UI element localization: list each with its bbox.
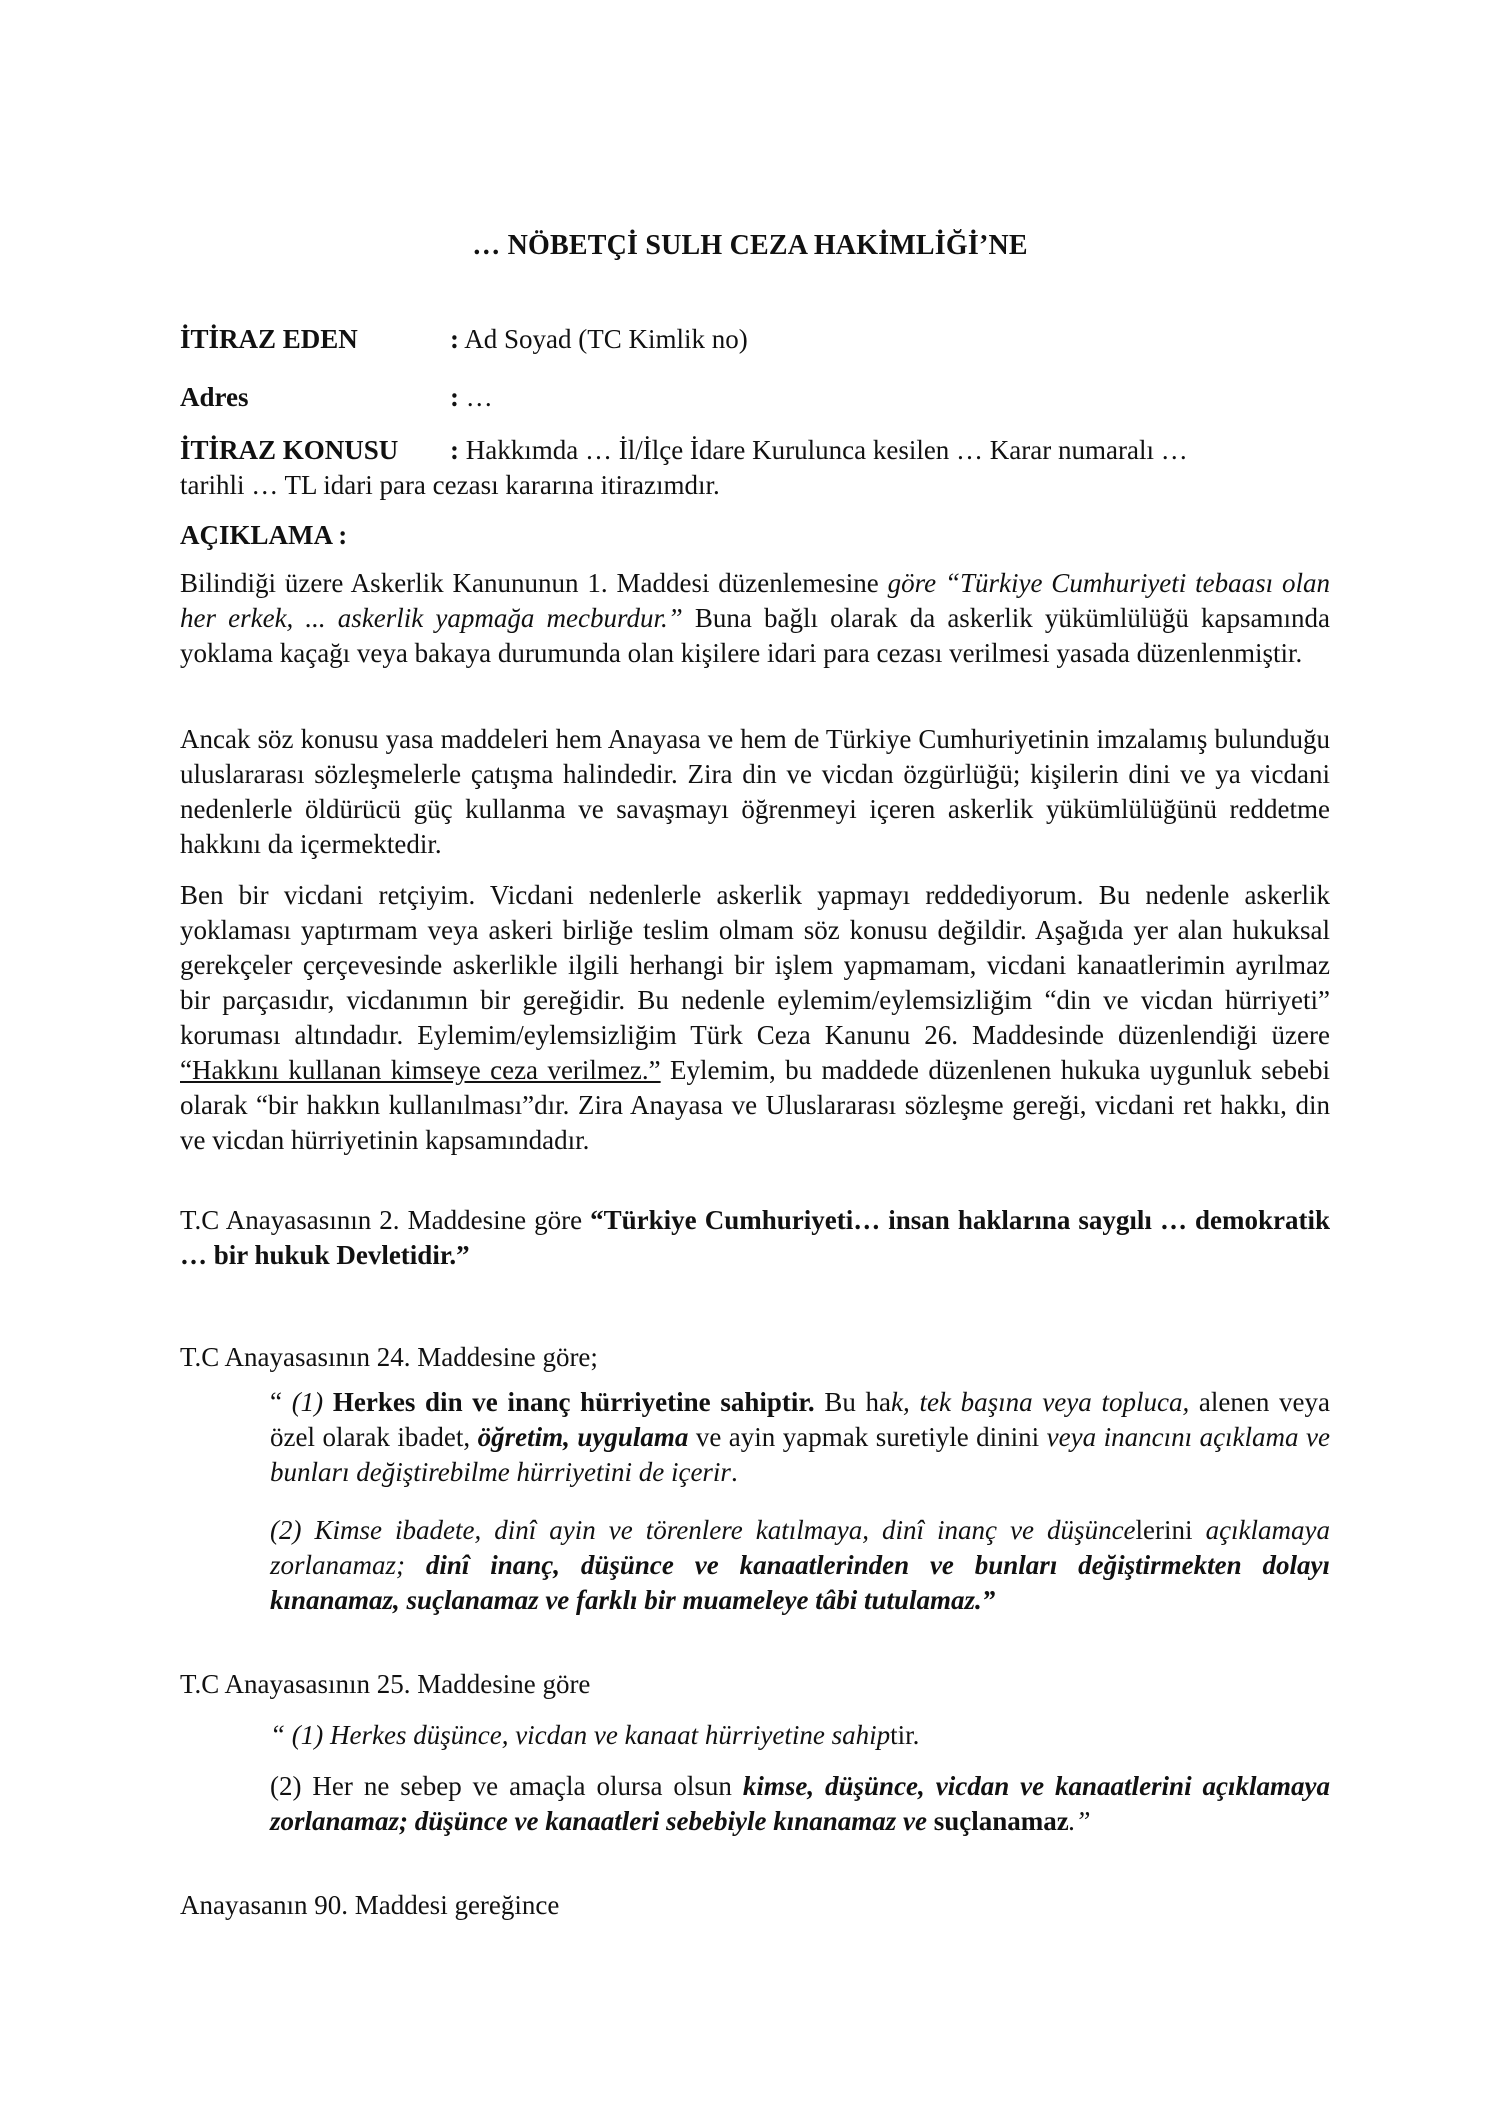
text-run: T.C Anayasasının 25. Maddesine göre: [180, 1669, 591, 1699]
text-run: “Hakkını kullanan kimseye ceza verilmez.”: [180, 1055, 661, 1085]
text-run: Buna bağlı olarak da askerlik yükümlülüğü kapsamında yoklama kaçağı veya bakaya durumunda olan kişilere idari para cezası verilmesi yasada düzenlenmiştir.: [180, 603, 1330, 668]
rich-paragraph: [180, 566, 1330, 671]
text-run: Anayasanın 90. Maddesi gereğince: [180, 1890, 560, 1920]
paragraph-anayasa-catisma: [180, 722, 1330, 862]
field-label: İTİRAZ KONUSU: [180, 435, 399, 465]
text-run: Ben bir vicdani retçiyim. Vicdani nedenlerle askerlik yapmayı reddediyorum. Bu nedenle askerlik yoklaması yaptırmam veya askeri birliğe teslim olmam söz konusu değildir. Aşağıda yer alan hukuksal gerekçeler çerçevesinde askerlikle ilgili herhangi bir işlem yapmamam, vicdani kanaatlerimin ayrılmaz bir parçasıdır, vicdanımın bir gereğidir. Bu nedenle eylemim/eylemsizliğim “din ve vicdan hürriyeti” koruması altındadır. Eylemim/eylemsizliğim Türk Ceza Kanunu 26. Maddesinde düzenlendiği üzere: [180, 880, 1330, 1050]
field-label: Adres: [180, 382, 249, 412]
rich-paragraph: [270, 1385, 1330, 1490]
rich-paragraph: [180, 1340, 1330, 1375]
text-run: T.C Anayasasının 2. Maddesine göre: [180, 1205, 591, 1235]
rich-paragraph: [180, 1203, 1330, 1273]
text-run: lerini: [1135, 1515, 1206, 1545]
paragraph-anayasa-madde-24: [180, 1340, 1330, 1375]
paragraph-askerlik-kanunu: [180, 566, 1330, 671]
text-run: (1): [291, 1387, 333, 1417]
text-run: k, tek başına veya toplu: [891, 1387, 1157, 1417]
field-value: …: [459, 382, 493, 412]
section-heading-aciklama: AÇIKLAMA :: [180, 520, 348, 550]
field-value: Hakkımda … İl/İlçe İdare Kurulunca kesilen … Karar numaralı …: [459, 435, 1188, 465]
text-run: alenen veya özel olarak ibadet,: [270, 1387, 1331, 1452]
text-run: T.C Anayasasının 24. Maddesine göre;: [180, 1342, 598, 1372]
text-run: Eylemim, bu maddede düzenlenen hukuka uygunluk sebebi olarak “bir hakkın kullanılması”dır. Zira Anayasa ve Uluslararası sözleşme gereği, vicdani ret hakkı, din ve vicdan hürriyetinin kapsamındadır.: [180, 1055, 1330, 1155]
field-colon: :: [450, 382, 459, 412]
field-itiraz-konusu: [180, 433, 1330, 503]
field-value-continuation: tarihli … TL idari para cezası kararına itirazımdır.: [180, 470, 720, 500]
field-colon: :: [450, 324, 459, 354]
field-adres: [180, 380, 1330, 415]
quote-madde-24-fikra-1: [270, 1385, 1330, 1490]
text-run: öğretim, uygulama: [477, 1422, 689, 1452]
rich-paragraph: [270, 1718, 1330, 1753]
quote-madde-25-fikra-2: [270, 1769, 1330, 1839]
rich-paragraph: [180, 1667, 1330, 1702]
field-value: Ad Soyad (TC Kimlik no): [459, 324, 748, 354]
field-label: İTİRAZ EDEN: [180, 324, 358, 354]
quote-madde-25-fikra-1: [270, 1718, 1330, 1753]
paragraph-anayasa-madde-25: [180, 1667, 1330, 1702]
rich-paragraph: [180, 722, 1330, 862]
text-run: ve ayin yapmak suretiyle dinini: [688, 1422, 1047, 1452]
text-run: Bilindiği üzere Askerlik Kanununun 1. Maddesi düzenlemesine: [180, 568, 888, 598]
rich-paragraph: [180, 1888, 1330, 1923]
paragraph-vicdani-ret: [180, 878, 1330, 1158]
text-run: .: [730, 1457, 738, 1487]
text-run: veya inancını açıklama ve bunları değiştirebilme hürriyetini de içerir: [270, 1422, 1330, 1487]
text-run: Herkes din ve inanç hürriyetine sahiptir.: [332, 1387, 815, 1417]
text-run: dinî inanç, düşünce ve kanaatlerinden ve bunları değiştirmekten dolayı kınanamaz, suçlanamaz ve farklı bir muameleye tâbi tutulamaz.”: [270, 1550, 1331, 1615]
text-run: kimse, düşünce, vicdan ve kanaatlerini açıklamaya zorlanamaz; düşünce ve kanaatleri sebebiyle kınanamaz ve: [270, 1771, 1330, 1836]
rich-paragraph: [270, 1513, 1330, 1618]
rich-paragraph: [180, 878, 1330, 1158]
text-run: Bu ha: [814, 1387, 892, 1417]
text-run: tir.: [890, 1720, 920, 1750]
field-itiraz-eden: [180, 322, 1330, 357]
text-run: .”: [1068, 1806, 1091, 1836]
quote-madde-24-fikra-2: [270, 1513, 1330, 1618]
rich-paragraph: [270, 1769, 1330, 1839]
document-title: … NÖBETÇİ SULH CEZA HAKİMLİĞİ’NE: [472, 230, 1028, 261]
text-run: (2) Her ne sebep ve amaçla olursa olsun: [270, 1771, 743, 1801]
text-run: açıklamaya zorlanamaz;: [270, 1515, 1331, 1580]
paragraph-anayasa-madde-90: [180, 1888, 1330, 1923]
text-run: Ancak söz konusu yasa maddeleri hem Anayasa ve hem de Türkiye Cumhuriyetinin imzalamış bulunduğu uluslararası sözleşmelerle çatışma halindedir. Zira din ve vicdan özgürlüğü; kişilerin dini ve ya vicdani nedenlerle öldürücü güç kullanma ve savaşmayı öğrenmeyi içeren askerlik yükümlülüğünü reddetme hakkını da içermektedir.: [180, 724, 1330, 859]
text-run: “: [270, 1387, 292, 1417]
field-colon: :: [450, 435, 459, 465]
text-run: “Türkiye Cumhuriyeti… insan haklarına saygılı … demokratik … bir hukuk Devletidir.”: [180, 1205, 1330, 1270]
text-run: suçlanamaz: [927, 1806, 1069, 1836]
text-run: ca,: [1156, 1387, 1190, 1417]
text-run: (2) Kimse ibadete, dinî ayin ve törenlere katılmaya, dinî inanç ve düşünce: [270, 1515, 1136, 1545]
text-run: göre “Türkiye Cumhuriyeti tebaası olan her erkek, ... askerlik yapmağa mecburdur.”: [180, 568, 1330, 633]
text-run: “ (1) Herkes düşünce, vicdan ve kanaat hürriyetine sahip: [270, 1720, 891, 1750]
paragraph-anayasa-madde-2: [180, 1203, 1330, 1273]
